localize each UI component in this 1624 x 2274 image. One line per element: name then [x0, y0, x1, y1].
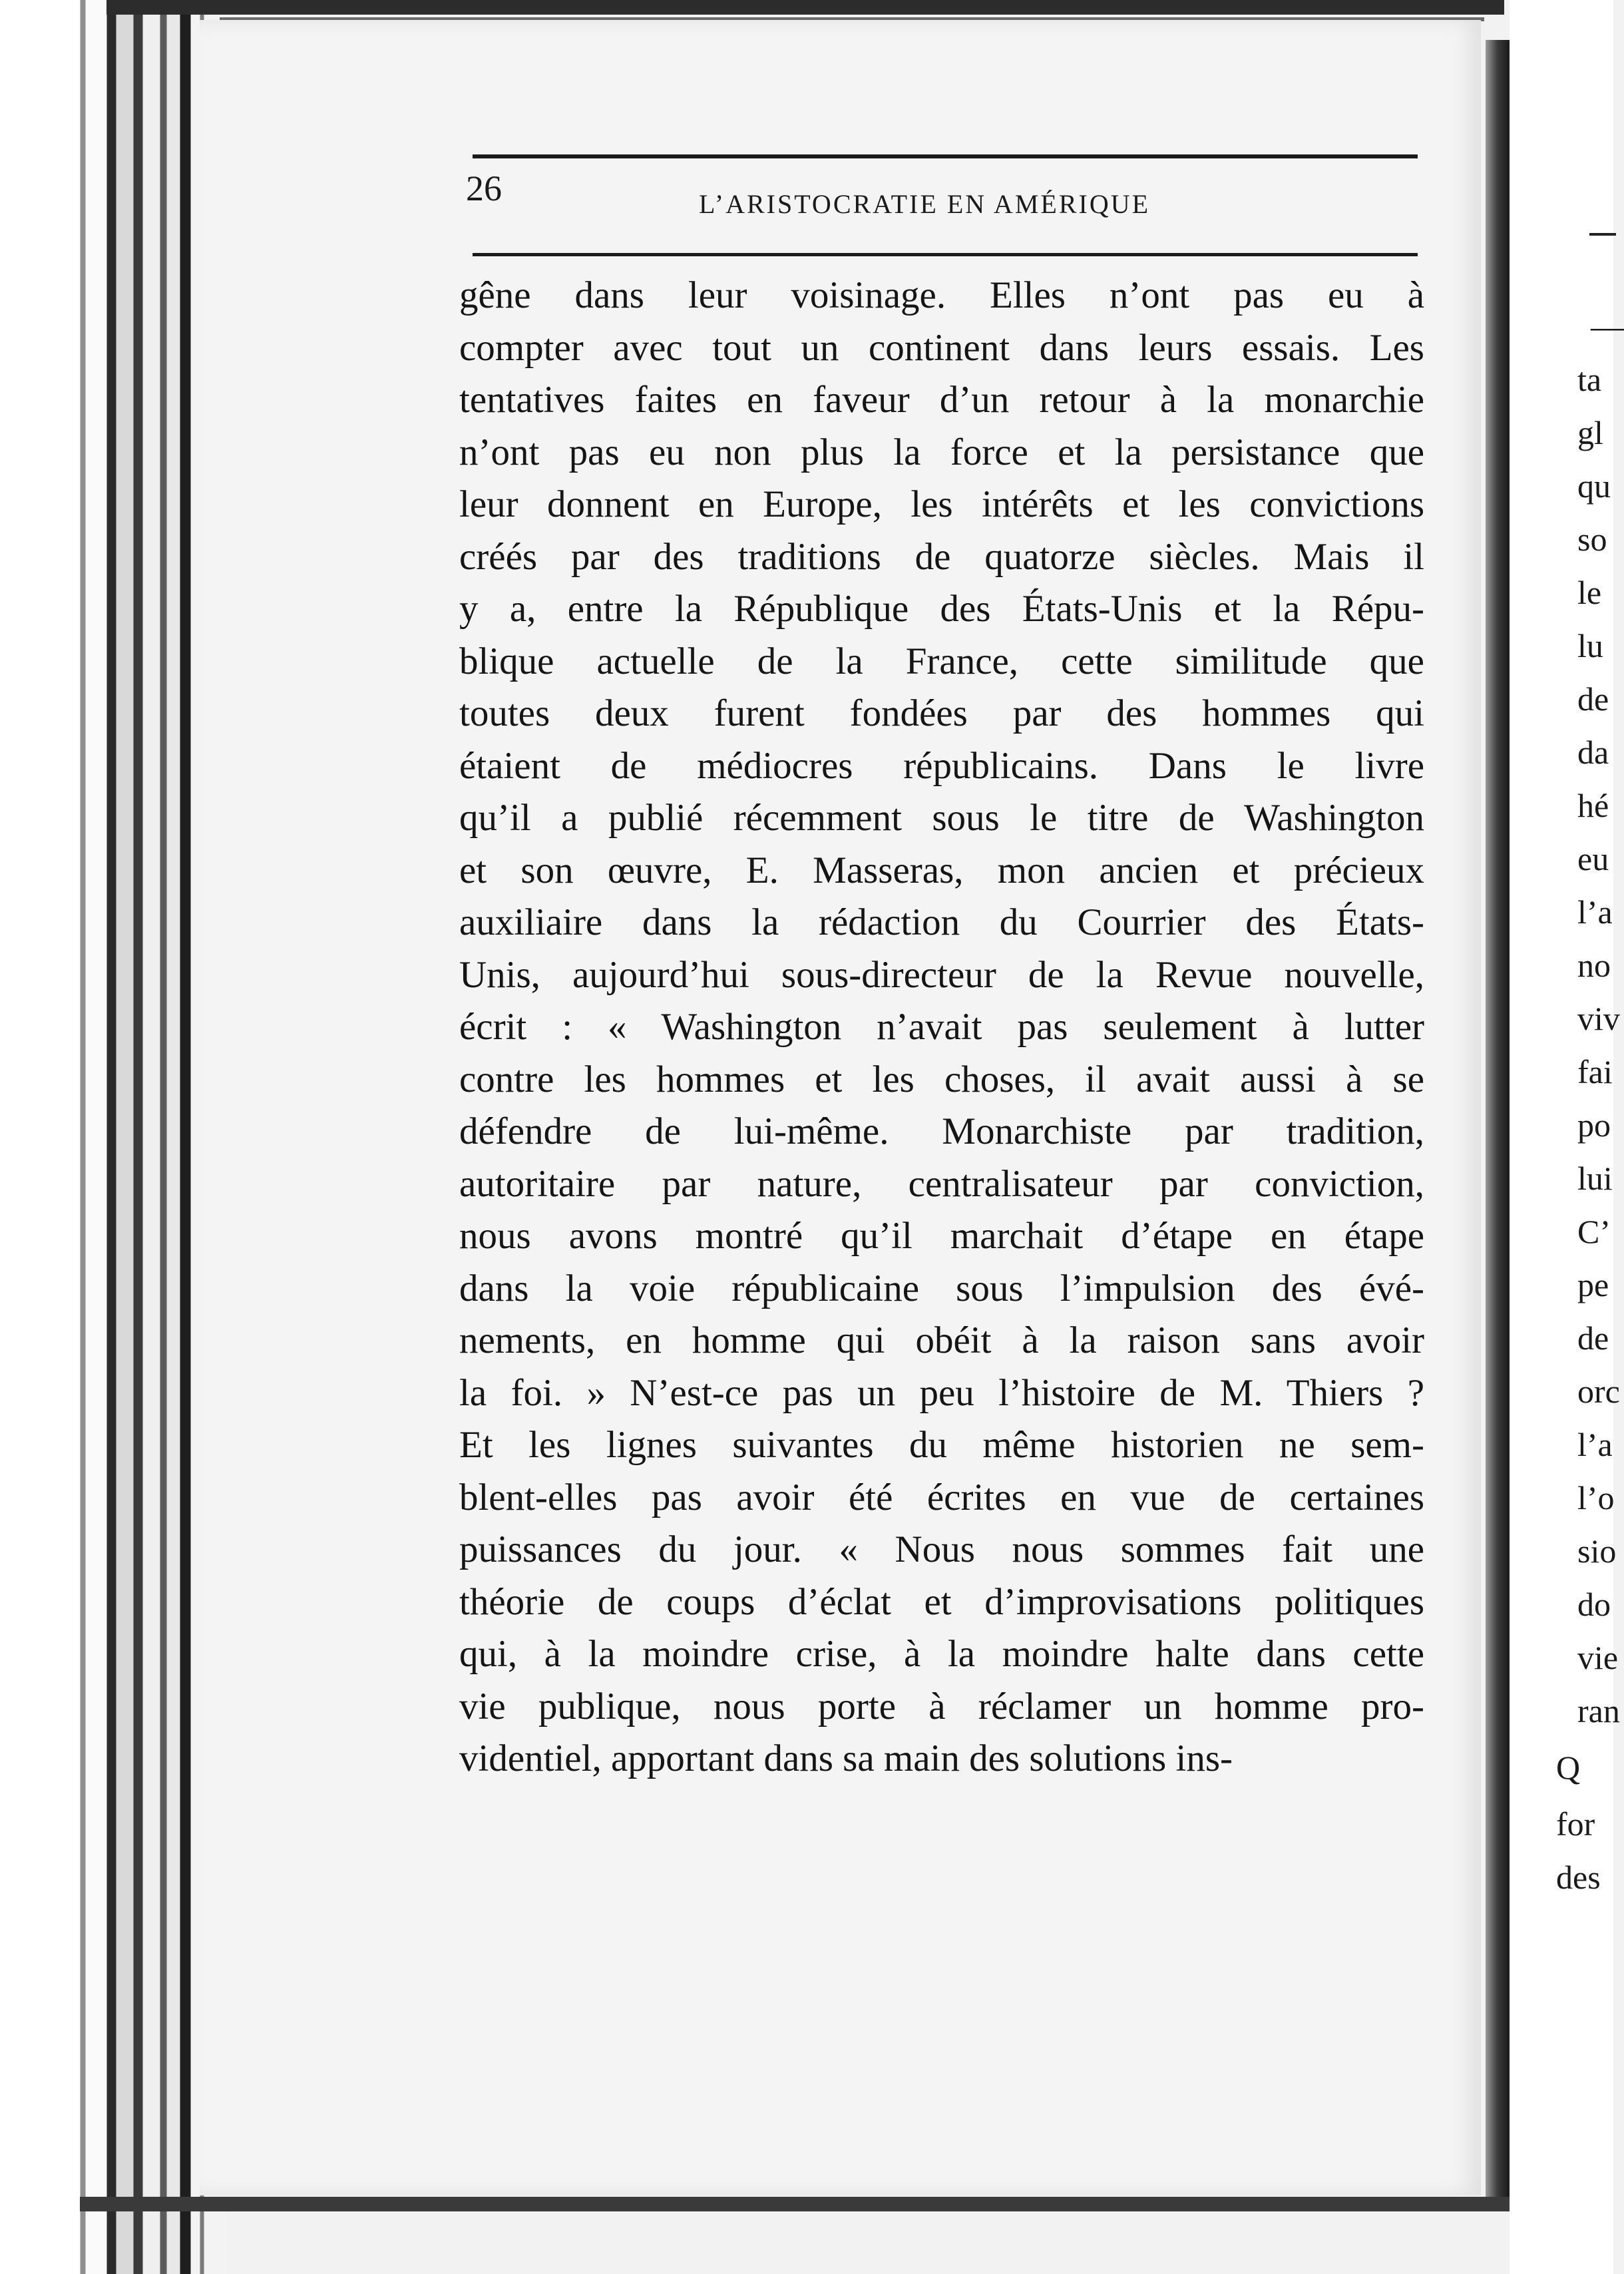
text-line: qui, à la moindre crise, à la moindre halte dans cette	[459, 1633, 1424, 1675]
adjacent-page-fragment: Q	[1556, 1749, 1581, 1786]
adjacent-page-rule	[1589, 233, 1616, 236]
adjacent-page-fragment: hé	[1577, 787, 1609, 824]
adjacent-page-fragment: do	[1577, 1586, 1611, 1623]
book-gutter	[1486, 40, 1510, 2197]
adjacent-page-fragment: po	[1577, 1106, 1611, 1144]
page-number: 26	[466, 168, 502, 208]
adjacent-page-fragment: l’o	[1577, 1479, 1615, 1516]
text-line: et son œuvre, E. Masseras, mon ancien et précieux	[459, 849, 1424, 891]
text-line: vie publique, nous porte à réclamer un homme pro-	[459, 1685, 1424, 1727]
text-line: défendre de lui-même. Monarchiste par tradition,	[459, 1110, 1424, 1152]
adjacent-page-fragment: —	[1591, 308, 1624, 345]
text-line: tentatives faites en faveur d’un retour à la monarchie	[459, 379, 1424, 421]
text-line: blique actuelle de la France, cette similitude que	[459, 640, 1424, 682]
adjacent-page-fragment: l’a	[1577, 893, 1613, 931]
body-text	[459, 270, 1424, 1785]
text-line: écrit : « Washington n’avait pas seulement à lutter	[459, 1006, 1424, 1048]
text-line: créés par des traditions de quatorze siècles. Mais il	[459, 535, 1424, 578]
adjacent-page-fragment: de	[1577, 1319, 1609, 1357]
text-line: autoritaire par nature, centralisateur par conviction,	[459, 1162, 1424, 1205]
text-line: blent-elles pas avoir été écrites en vue de certaines	[459, 1476, 1424, 1518]
adjacent-page-fragment: gl	[1577, 414, 1603, 451]
adjacent-page-fragment: ta	[1577, 361, 1602, 398]
text-line: compter avec tout un continent dans leurs essais. Les	[459, 326, 1424, 369]
text-line: contre les hommes et les choses, il avait aussi à se	[459, 1058, 1424, 1100]
header-rule-bottom	[473, 253, 1418, 256]
text-line: y a, entre la République des États-Unis et la Répu-	[459, 588, 1424, 630]
running-title: L’ARISTOCRATIE EN AMÉRIQUE	[699, 189, 1151, 219]
adjacent-page-fragment: vie	[1577, 1639, 1619, 1676]
adjacent-page-fragment: for	[1556, 1805, 1595, 1843]
book-bottom-edge	[80, 2197, 1511, 2211]
adjacent-page-fragment: sio	[1577, 1532, 1617, 1570]
adjacent-page-fragment: viv	[1577, 1000, 1620, 1037]
text-line: Unis, aujourd’hui sous-directeur de la Revue nouvelle,	[459, 953, 1424, 996]
adjacent-page-fragment: lui	[1577, 1160, 1613, 1197]
adjacent-page	[1510, 0, 1624, 2274]
text-line: auxiliaire dans la rédaction du Courrier des États-	[459, 901, 1424, 943]
adjacent-page-fragment: fai	[1577, 1053, 1613, 1090]
adjacent-page-fragment: des	[1556, 1859, 1601, 1896]
adjacent-page-fragment: ran	[1577, 1692, 1620, 1729]
text-line: nous avons montré qu’il marchait d’étape en étape	[459, 1215, 1424, 1257]
page-edges-stack	[0, 0, 226, 2274]
adjacent-page-fragment: orc	[1577, 1373, 1620, 1410]
text-line: nements, en homme qui obéit à la raison sans avoir	[459, 1319, 1424, 1361]
text-line: qu’il a publié récemment sous le titre de Washington	[459, 797, 1424, 839]
adjacent-page-fragment: C’	[1577, 1213, 1611, 1250]
adjacent-page-fragment: so	[1577, 521, 1607, 558]
adjacent-page-fragment: le	[1577, 574, 1602, 611]
adjacent-page-fragment: de	[1577, 680, 1609, 718]
adjacent-page-fragment: l’a	[1577, 1426, 1613, 1463]
adjacent-page-fragment: lu	[1577, 627, 1603, 664]
text-line: puissances du jour. « Nous nous sommes fait une	[459, 1528, 1424, 1570]
text-line: gêne dans leur voisinage. Elles n’ont pas eu à	[459, 274, 1424, 316]
adjacent-page-fragment: pe	[1577, 1266, 1609, 1303]
text-line: n’ont pas eu non plus la force et la persistance que	[459, 431, 1424, 473]
adjacent-page-fragment: qu	[1577, 467, 1611, 505]
adjacent-page-fragment: da	[1577, 734, 1609, 771]
text-line: théorie de coups d’éclat et d’improvisations politiques	[459, 1580, 1424, 1623]
header-rule-top	[473, 154, 1418, 158]
text-line: videntiel, apportant dans sa main des solutions ins-	[459, 1737, 1233, 1779]
text-line: leur donnent en Europe, les intérêts et les convictions	[459, 483, 1424, 525]
adjacent-page-fragment: no	[1577, 947, 1611, 984]
book-top-edge	[106, 0, 1504, 15]
text-line: toutes deux furent fondées par des hommes qui	[459, 692, 1424, 734]
text-line: dans la voie républicaine sous l’impulsion des évé-	[459, 1267, 1424, 1309]
text-line: la foi. » N’est-ce pas un peu l’histoire de M. Thiers ?	[459, 1371, 1424, 1414]
adjacent-page-fragment: eu	[1577, 840, 1609, 877]
text-line: étaient de médiocres républicains. Dans le livre	[459, 744, 1424, 787]
text-line: Et les lignes suivantes du même historien ne sem-	[459, 1424, 1424, 1466]
